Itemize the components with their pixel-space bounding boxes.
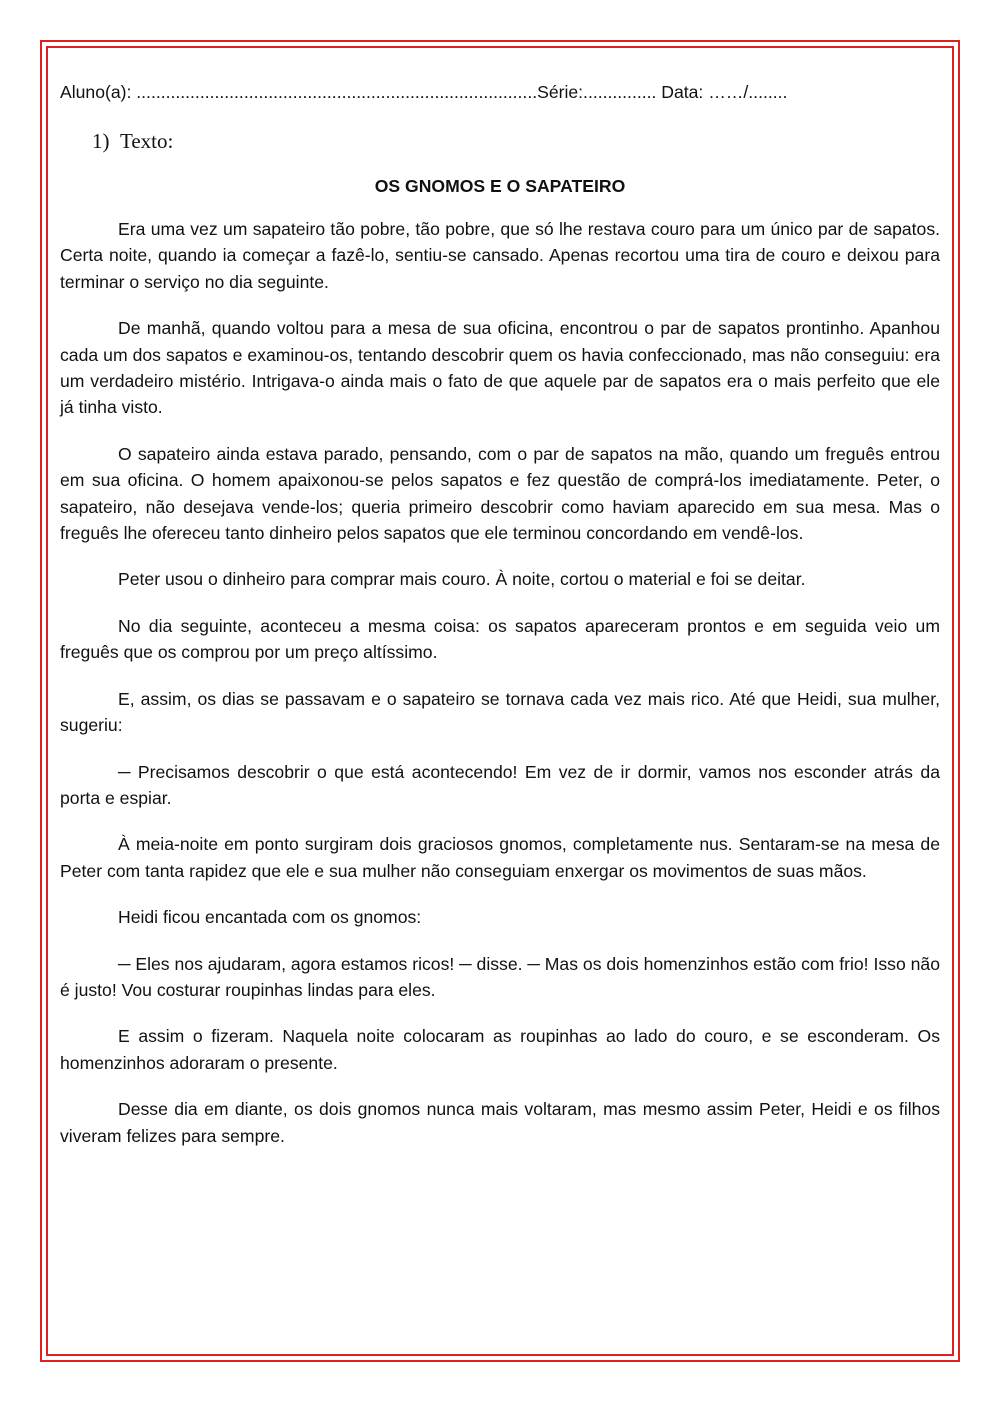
- story-paragraph: O sapateiro ainda estava parado, pensando, com o par de sapatos na mão, quando um freguês entrou em sua oficina. O homem apaixonou-se pelos sapatos e fez questão de comprá-los imediatamente. Peter, o sapateiro, não desejava vende-los; queria primeiro descobrir como haviam aparecido em sua mesa. Mas o freguês lhe ofereceu tanto dinheiro pelos sapatos que ele terminou concordando em vendê-los.: [60, 443, 940, 544]
- story-paragraph: Desse dia em diante, os dois gnomos nunca mais voltaram, mas mesmo assim Peter, Heidi e os filhos viveram felizes para sempre.: [60, 1099, 940, 1146]
- section-heading: [60, 128, 940, 154]
- story-paragraph: Era uma vez um sapateiro tão pobre, tão pobre, que só lhe restava couro para um único par de sapatos. Certa noite, quando ia começar a fazê-lo, sentiu-se cansado. Apenas recortou uma tira de couro e deixou para terminar o serviço no dia seguinte.: [60, 219, 940, 292]
- story-paragraph: De manhã, quando voltou para a mesa de sua oficina, encontrou o par de sapatos prontinho. Apanhou cada um dos sapatos e examinou-os, tentando descobrir quem os havia confeccionado, mas não conseguiu: era um verdadeiro mistério. Intrigava-o ainda mais o fato de que aquele par de sapatos era o mais perfeito que ele já tinha visto.: [60, 318, 940, 418]
- story-paragraph: Heidi ficou encantada com os gnomos:: [118, 907, 422, 928]
- story-paragraph: Peter usou o dinheiro para comprar mais couro. À noite, cortou o material e foi se deitar.: [118, 569, 806, 590]
- story-paragraph: ─ Eles nos ajudaram, agora estamos ricos! ─ disse. ─ Mas os dois homenzinhos estão com frio! Isso não é justo! Vou costurar roupinhas lindas para eles.: [60, 953, 940, 1000]
- story-paragraph: No dia seguinte, aconteceu a mesma coisa: os sapatos apareceram prontos e em seguida veio um freguês que os comprou por um preço altíssimo.: [60, 615, 940, 663]
- worksheet-content: [60, 80, 940, 1169]
- story-title: OS GNOMOS E O SAPATEIRO: [374, 176, 626, 196]
- section-label: Texto:: [120, 129, 174, 153]
- story-paragraph: ─ Precisamos descobrir o que está acontecendo! Em vez de ir dormir, vamos nos esconder atrás da porta e espiar.: [60, 761, 940, 808]
- student-info-line: Aluno(a): ..................................................................................Série:............... Data: ……/........: [60, 82, 788, 102]
- story-paragraph: E, assim, os dias se passavam e o sapateiro se tornava cada vez mais rico. Até que Heidi, sua mulher, sugeriu:: [60, 688, 940, 736]
- story-paragraph: E assim o fizeram. Naquela noite colocaram as roupinhas ao lado do couro, e se esconderam. Os homenzinhos adoraram o presente.: [60, 1026, 940, 1073]
- story-paragraph: À meia-noite em ponto surgiram dois graciosos gnomos, completamente nus. Sentaram-se na mesa de Peter com tanta rapidez que ele e sua mulher não conseguiam enxergar os movimentos de suas mãos.: [60, 834, 940, 881]
- section-number: 1): [92, 129, 110, 153]
